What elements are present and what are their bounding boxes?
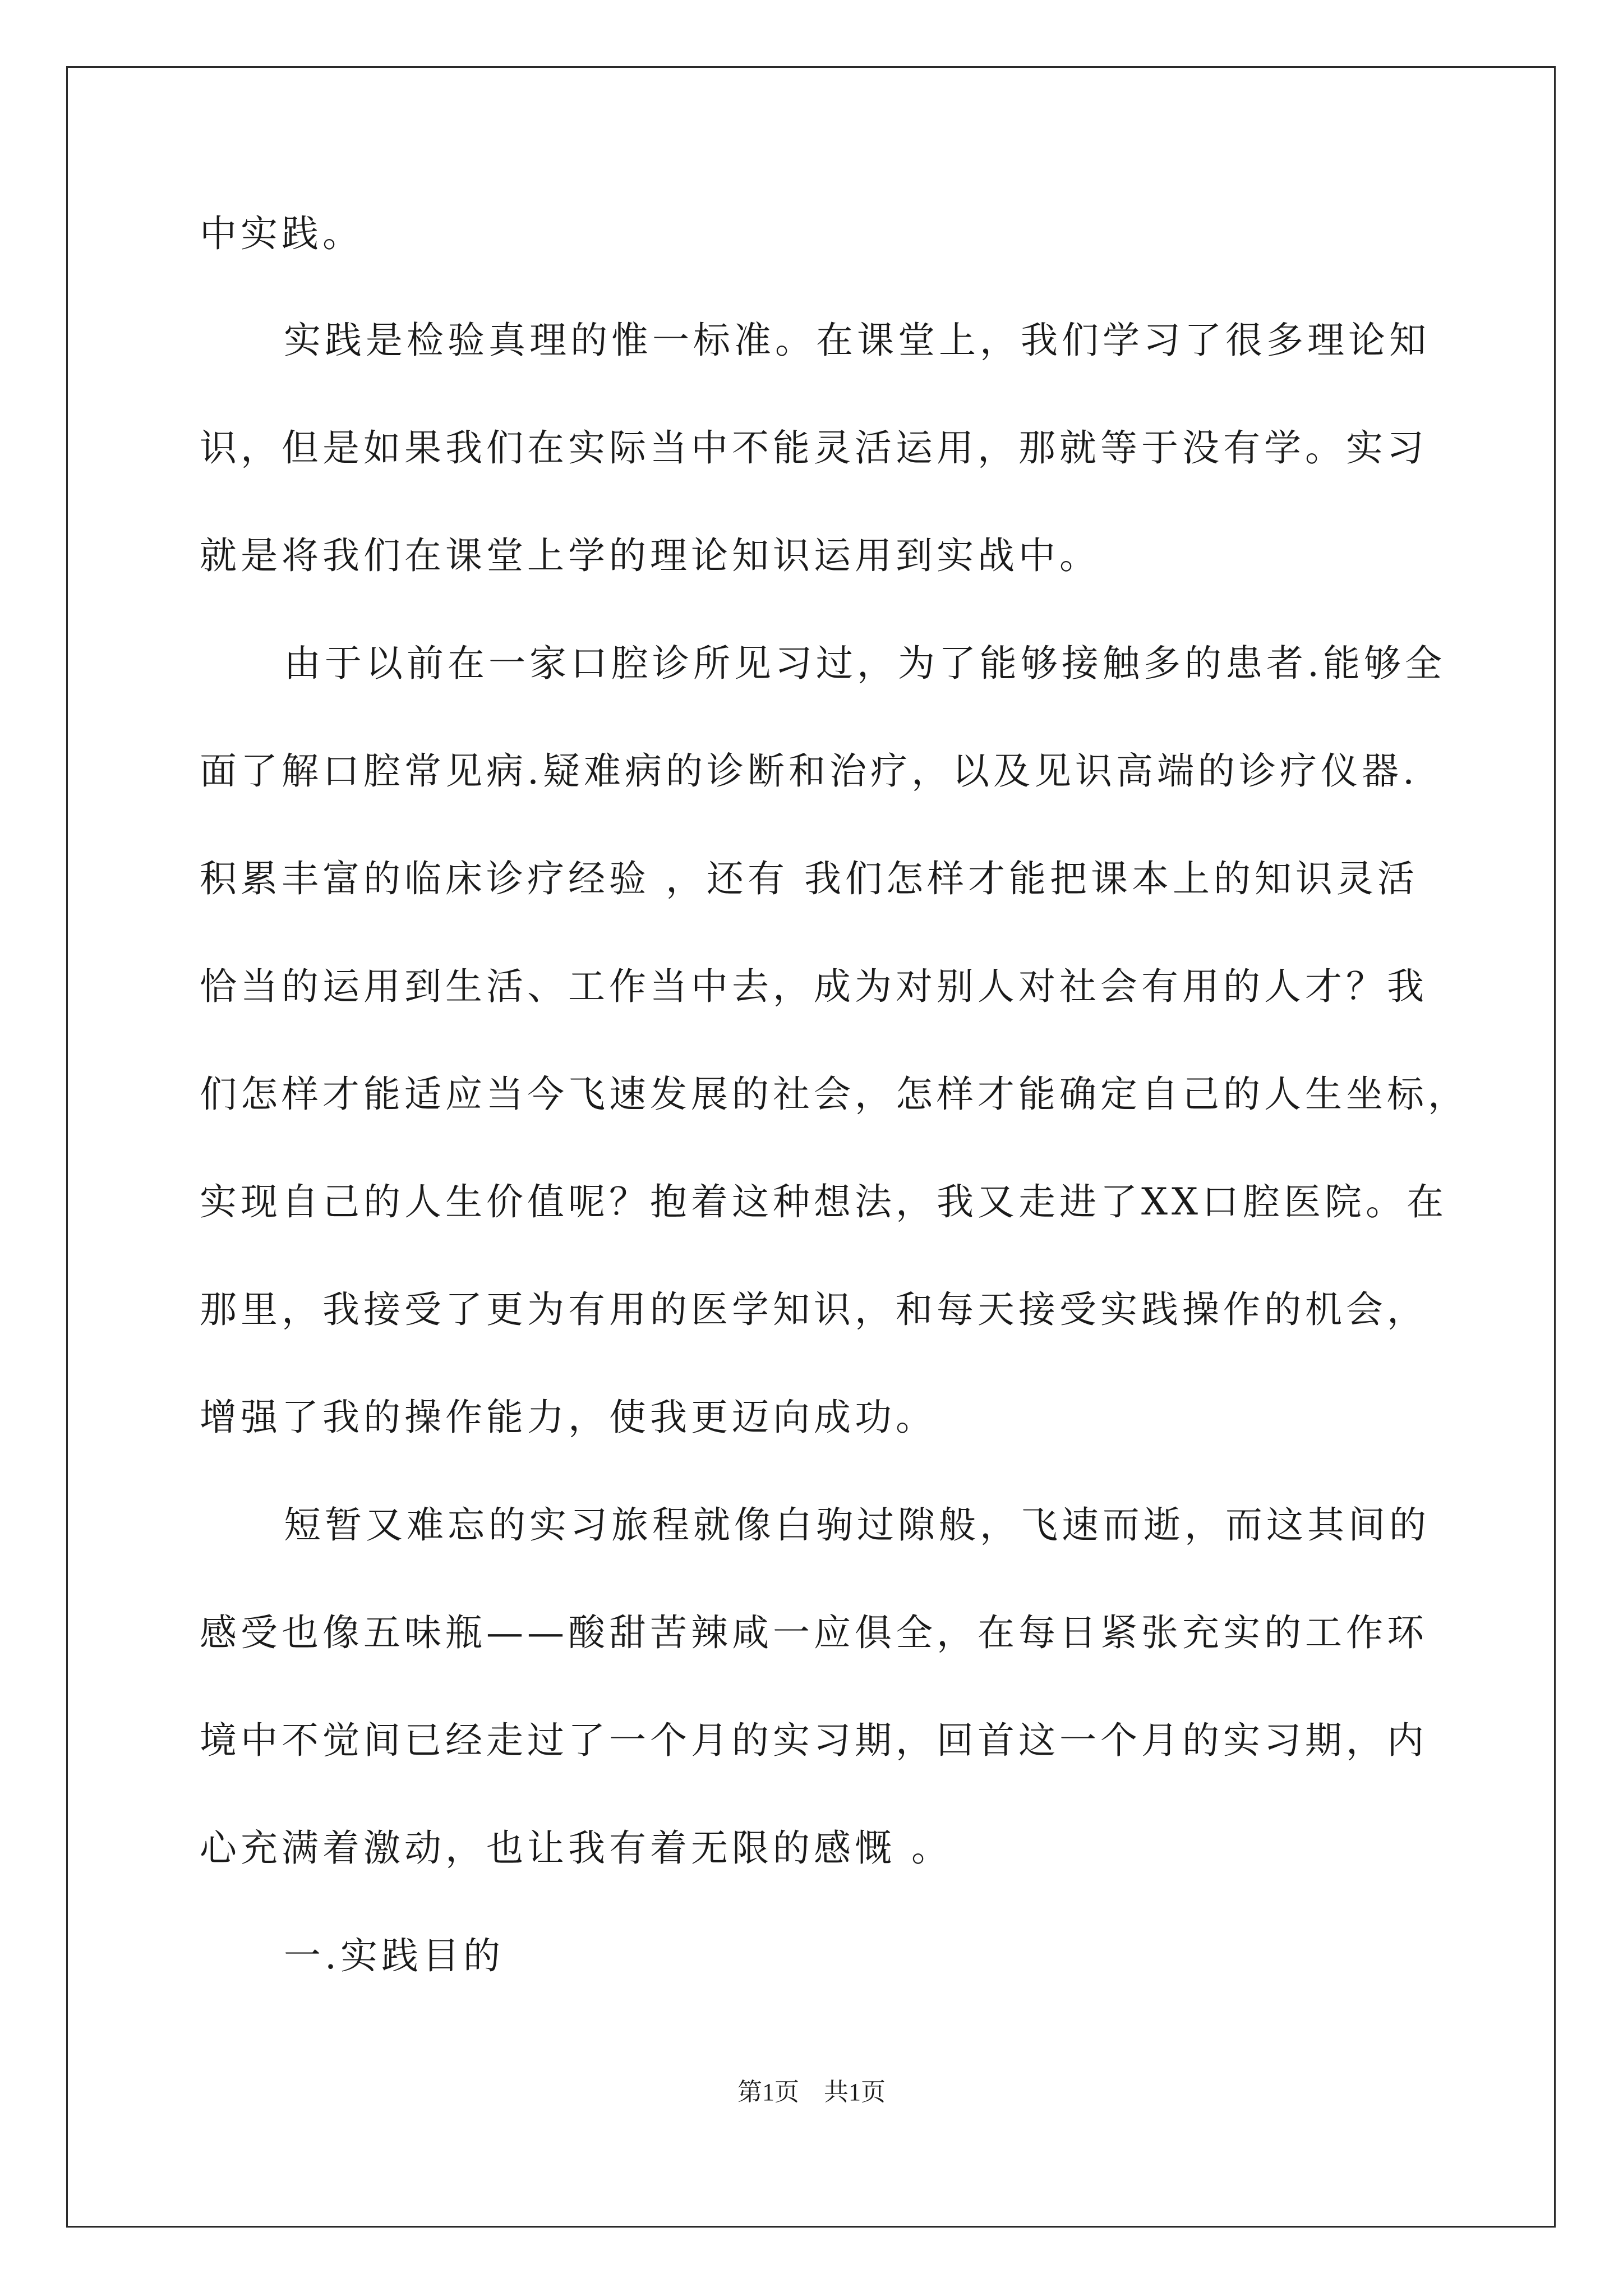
text-line: 由于以前在一家口腔诊所见习过，为了能够接触多的患者.能够全 bbox=[284, 642, 1446, 685]
page-number: 第1页 bbox=[737, 2078, 799, 2106]
page-footer bbox=[0, 2076, 1623, 2109]
page-total: 共1页 bbox=[824, 2078, 886, 2106]
text-line: 识，但是如果我们在实际当中不能灵活运用，那就等于没有学。实习 bbox=[200, 426, 1428, 470]
text-line: 中实践。 bbox=[200, 212, 363, 255]
text-line: 心充满着激动，也让我有着无限的感慨 。 bbox=[200, 1826, 952, 1870]
text-line: 实现自己的人生价值呢？抱着这种想法，我又走进了XX口腔医院。在 bbox=[200, 1180, 1447, 1223]
text-line: 感受也像五味瓶——酸甜苦辣咸一应俱全，在每日紧张充实的工作环 bbox=[200, 1611, 1428, 1654]
text-line: 就是将我们在课堂上学的理论知识运用到实战中。 bbox=[200, 534, 1100, 577]
text-line: 积累丰富的临床诊疗经验 ，还有 我们怎样才能把课本上的知识灵活 bbox=[200, 857, 1418, 900]
section-heading: 一.实践目的 bbox=[284, 1934, 504, 1977]
text-line: 短暂又难忘的实习旅程就像白驹过隙般，飞速而逝，而这其间的 bbox=[284, 1503, 1430, 1547]
text-line: 那里，我接受了更为有用的医学知识，和每天接受实践操作的机会， bbox=[200, 1288, 1428, 1331]
text-line: 境中不觉间已经走过了一个月的实习期，回首这一个月的实习期，内 bbox=[200, 1719, 1428, 1762]
text-line: 增强了我的操作能力，使我更迈向成功。 bbox=[200, 1396, 937, 1439]
page-border bbox=[66, 66, 1556, 2228]
text-line: 们怎样才能适应当今飞速发展的社会，怎样才能确定自己的人生坐标， bbox=[200, 1073, 1469, 1116]
text-line: 恰当的运用到生活、工作当中去，成为对别人对社会有用的人才？我 bbox=[200, 965, 1428, 1008]
text-line: 实践是检验真理的惟一标准。在课堂上，我们学习了很多理论知 bbox=[284, 319, 1430, 362]
text-line: 面了解口腔常见病.疑难病的诊断和治疗，以及见识高端的诊疗仪器. bbox=[200, 749, 1418, 793]
